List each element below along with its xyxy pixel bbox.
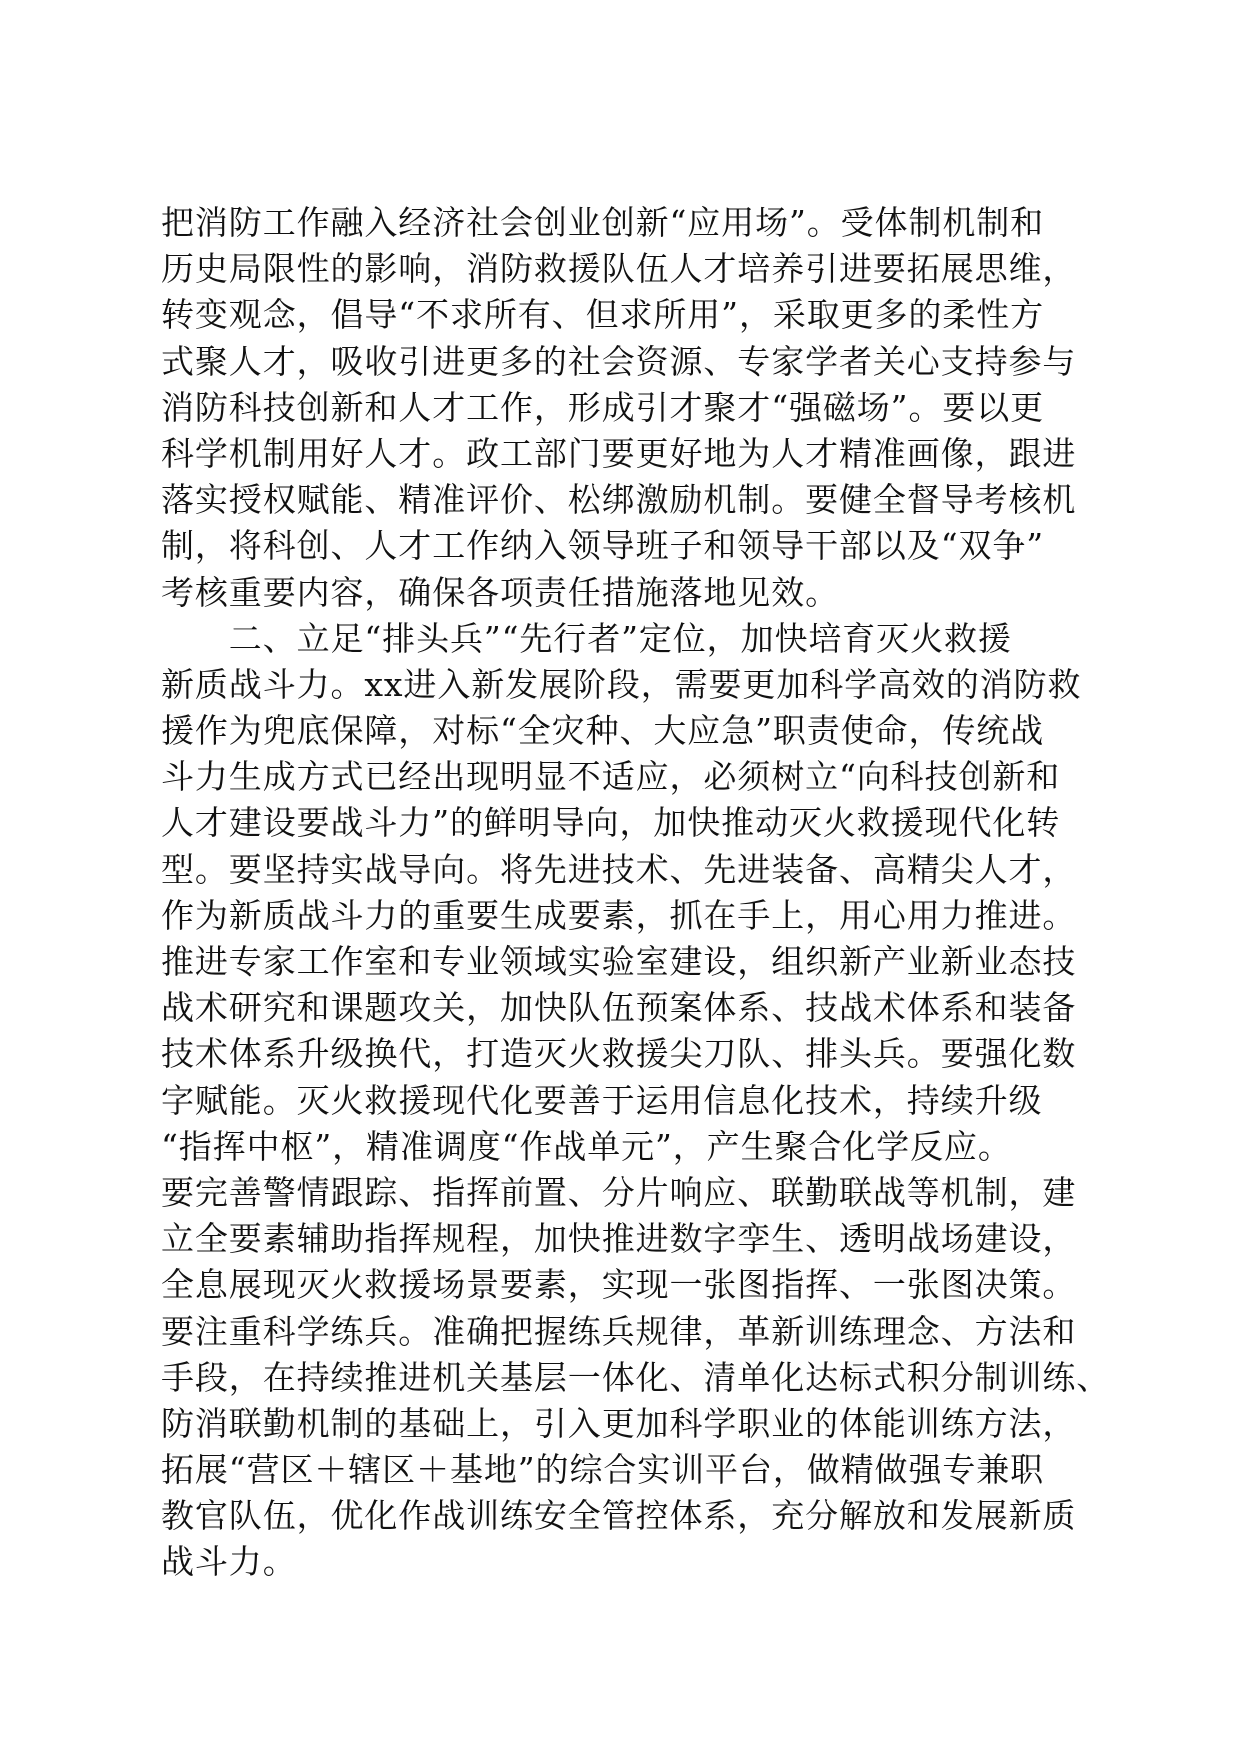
text-line: 制，将科创、人才工作纳入领导班子和领导干部以及“双争” <box>161 526 1045 566</box>
body-text <box>161 200 1111 1586</box>
text-line: 人才建设要战斗力”的鲜明导向，加快推动灭火救援现代化转 <box>161 803 1061 843</box>
text-line: 落实授权赋能、精准评价、松绑激励机制。要健全督导考核机 <box>161 480 1077 520</box>
text-line: 战斗力。 <box>161 1542 297 1582</box>
text-line: 全息展现灭火救援场景要素，实现一张图指挥、一张图决策。 <box>161 1265 1077 1305</box>
text-line: 转变观念，倡导“不求所有、但求所用”，采取更多的柔性方 <box>161 295 1045 335</box>
text-line: 考核重要内容，确保各项责任措施落地见效。 <box>161 572 839 612</box>
text-line: 字赋能。灭火救援现代化要善于运用信息化技术，持续升级 <box>161 1080 1043 1120</box>
text-line: “指挥中枢”，精准调度“作战单元”，产生聚合化学反应。 <box>161 1126 1012 1166</box>
text-line: 防消联勤机制的基础上，引入更加科学职业的体能训练方法， <box>161 1403 1077 1443</box>
text-line: 斗力生成方式已经出现明显不适应，必须树立“向科技创新和 <box>161 757 1061 797</box>
text-line: 拓展“营区＋辖区＋基地”的综合实训平台，做精做强专兼职 <box>161 1450 1045 1490</box>
text-line: 推进专家工作室和专业领域实验室建设，组织新产业新业态技 <box>161 942 1077 981</box>
text-line: 把消防工作融入经济社会创业创新“应用场”。受体制机制和 <box>161 203 1045 242</box>
text-line: 立全要素辅助指挥规程，加快推进数字孪生、透明战场建设， <box>161 1219 1077 1259</box>
text-line: 要注重科学练兵。准确把握练兵规律，革新训练理念、方法和 <box>161 1311 1077 1351</box>
text-line: 新质战斗力。xx进入新发展阶段，需要更加科学高效的消防救 <box>161 664 1082 704</box>
text-line: 技术体系升级换代，打造灭火救援尖刀队、排头兵。要强化数 <box>161 1034 1077 1074</box>
text-line: 作为新质战斗力的重要生成要素，抓在手上，用心用力推进。 <box>161 895 1077 935</box>
text-line: 历史局限性的影响，消防救援队伍人才培养引进要拓展思维， <box>161 249 1077 289</box>
text-line: 手段，在持续推进机关基层一体化、清单化达标式积分制训练、 <box>161 1357 1111 1397</box>
text-line: 消防科技创新和人才工作，形成引才聚才“强磁场”。要以更 <box>161 387 1045 427</box>
text-line: 援作为兜底保障，对标“全灾种、大应急”职责使命，传统战 <box>161 711 1045 751</box>
text-line: 式聚人才，吸收引进更多的社会资源、专家学者关心支持参与 <box>161 341 1077 381</box>
text-line: 战术研究和课题攻关，加快队伍预案体系、技战术体系和装备 <box>161 988 1077 1028</box>
text-line: 教官队伍，优化作战训练安全管控体系，充分解放和发展新质 <box>161 1496 1077 1536</box>
text-line: 二、立足“排头兵”“先行者”定位，加快培育灭火救援 <box>161 618 1012 658</box>
text-line: 要完善警情跟踪、指挥前置、分片响应、联勤联战等机制，建 <box>161 1172 1077 1212</box>
text-line: 科学机制用好人才。政工部门要更好地为人才精准画像，跟进 <box>161 433 1077 473</box>
text-line: 型。要坚持实战导向。将先进技术、先进装备、高精尖人才， <box>161 849 1077 889</box>
